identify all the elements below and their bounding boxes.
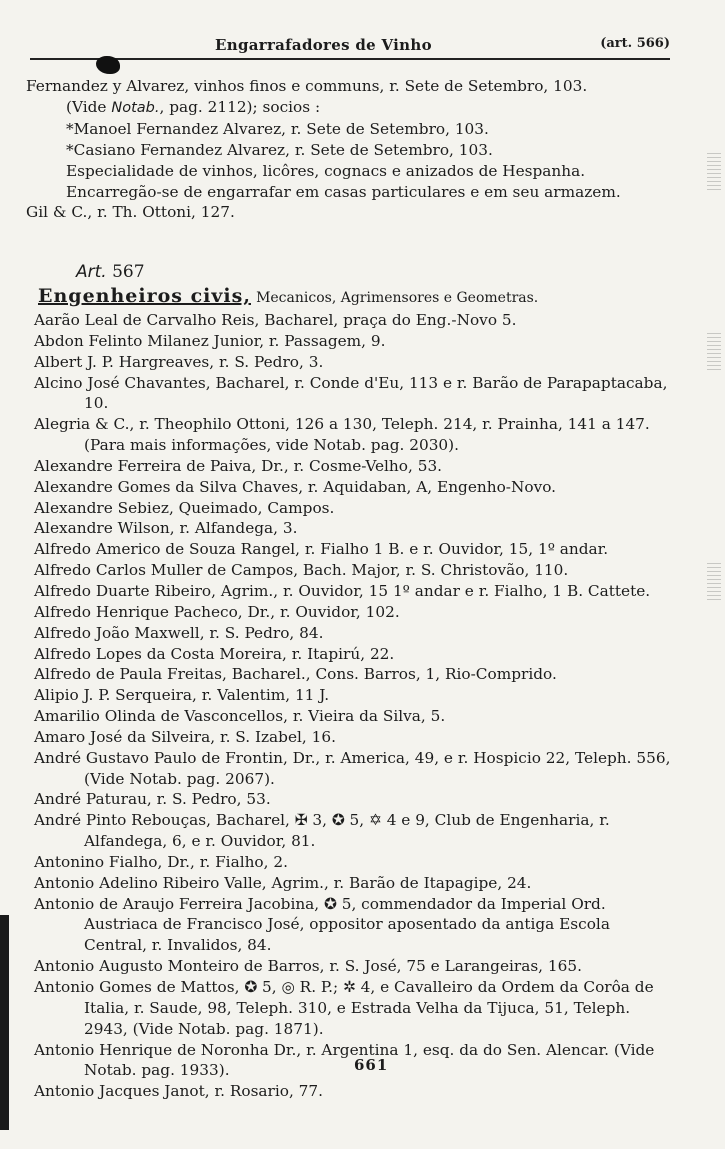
list-item: André Pinto Rebouças, Bacharel, ✠ 3, ✪ 5, ✡ 4 e 9, Club de Engenharia, r. Alfandega, 6, e r. Ouvidor, 81. [34, 811, 610, 851]
edge-noise [707, 330, 721, 370]
list-item: Alfredo João Maxwell, r. S. Pedro, 84. [34, 623, 324, 642]
list-item: Alfredo Lopes da Costa Moreira, r. Itapirú, 22. [34, 644, 395, 663]
binding-shadow [0, 915, 9, 1130]
list-item: Alfredo Henrique Pacheco, Dr., r. Ouvidor, 102. [34, 602, 400, 621]
list-item: Antonio Henrique de Noronha Dr., r. Argentina 1, esq. da do Sen. Alencar. (Vide Notab. pag. 1933). [34, 1040, 655, 1080]
previous-section-entries [26, 76, 666, 223]
engineer-list [34, 310, 674, 1102]
header-article-ref: (art. 566) [600, 36, 670, 51]
list-item: Antonio de Araujo Ferreira Jacobina, ✪ 5, commendador da Imperial Ord. Austriaca de Francisco José, oppositor aposentado da antiga Escola Central, r. Invalidos, 84. [34, 894, 610, 955]
list-item: Antonio Gomes de Mattos, ✪ 5, ◎ R. P.; ✲ 4, e Cavalleiro da Ordem da Corôa de Italia, r. Saude, 98, Teleph. 310, e Estrada Velha da Tijuca, 51, Teleph. 2943, (Vide Notab. pag. 1871). [34, 978, 654, 1038]
list-item: Alexandre Ferreira de Paiva, Dr., r. Cosme-Velho, 53. [34, 456, 443, 475]
article-label: Art. [76, 262, 107, 282]
list-item: Alfredo Duarte Ribeiro, Agrim., r. Ouvidor, 15 1º andar e r. Fialho, 1 B. Cattete. [34, 581, 651, 600]
list-item: Fernandez y Alvarez, vinhos finos e communs, r. Sete de Setembro, 103. (Vide Notab., pag. 2112); socios : [26, 77, 588, 116]
ink-blot [96, 56, 120, 74]
list-item: Alexandre Wilson, r. Alfandega, 3. [34, 519, 298, 538]
article-number: 567 [112, 262, 145, 282]
list-item: André Paturau, r. S. Pedro, 53. [34, 790, 271, 809]
page-number: 661 [354, 1056, 389, 1074]
list-item: Alfredo Americo de Souza Rangel, r. Fialho 1 B. e r. Ouvidor, 15, 1º andar. [34, 540, 609, 559]
edge-noise [707, 560, 721, 600]
list-item: Gil & C., r. Th. Ottoni, 127. [26, 203, 235, 222]
list-item: *Casiano Fernandez Alvarez, r. Sete de Setembro, 103. [66, 140, 493, 159]
list-item: Abdon Felinto Milanez Junior, r. Passagem, 9. [34, 331, 386, 350]
list-item: Albert J. P. Hargreaves, r. S. Pedro, 3. [34, 352, 324, 371]
list-item: Amaro José da Silveira, r. S. Izabel, 16. [34, 727, 336, 746]
list-item: Alexandre Gomes da Silva Chaves, r. Aquidaban, A, Engenho-Novo. [34, 477, 557, 496]
section-title: Engenheiros civis, [38, 285, 251, 307]
header-title: Engarrafadores de Vinho [215, 36, 432, 54]
list-item: Alexandre Sebiez, Queimado, Campos. [34, 498, 335, 517]
list-item: Alcino José Chavantes, Bacharel, r. Conde d'Eu, 113 e r. Barão de Parapaptacaba, 10. [34, 373, 668, 413]
list-item: Especialidade de vinhos, licôres, cognacs e anizados de Hespanha. Encarregão-se de engarrafar em casas particulares e em seu armazem. [66, 161, 621, 201]
running-header [30, 36, 670, 60]
list-item: Aarão Leal de Carvalho Reis, Bacharel, praça do Eng.-Novo 5. [34, 311, 517, 329]
list-item: Antonino Fialho, Dr., r. Fialho, 2. [34, 852, 288, 871]
section-heading [38, 285, 538, 307]
list-item: Alipio J. P. Serqueira, r. Valentim, 11 J. [34, 686, 330, 705]
list-item: Amarilio Olinda de Vasconcellos, r. Vieira da Silva, 5. [34, 707, 446, 726]
article-heading [76, 262, 145, 282]
list-item: Antonio Jacques Janot, r. Rosario, 77. [34, 1082, 324, 1101]
list-item: Alfredo Carlos Muller de Campos, Bach. Major, r. S. Christovão, 110. [34, 561, 569, 580]
list-item: Antonio Augusto Monteiro de Barros, r. S. José, 75 e Larangeiras, 165. [34, 957, 582, 976]
header-rule [30, 58, 670, 60]
list-item: André Gustavo Paulo de Frontin, Dr., r. America, 49, e r. Hospicio 22, Teleph. 556, (Vide Notab. pag. 2067). [34, 748, 671, 788]
list-item: Alfredo de Paula Freitas, Bacharel., Cons. Barros, 1, Rio-Comprido. [34, 665, 557, 684]
list-item: Alegria & C., r. Theophilo Ottoni, 126 a 130, Teleph. 214, r. Prainha, 141 a 147. (Para mais informações, vide Notab. pag. 2030). [34, 415, 650, 455]
section-subtitle: Mecanicos, Agrimensores e Geometras. [256, 290, 539, 306]
list-item: Antonio Adelino Ribeiro Valle, Agrim., r. Barão de Itapagipe, 24. [34, 873, 532, 892]
list-item: *Manoel Fernandez Alvarez, r. Sete de Setembro, 103. [66, 119, 489, 138]
edge-noise [707, 150, 721, 190]
